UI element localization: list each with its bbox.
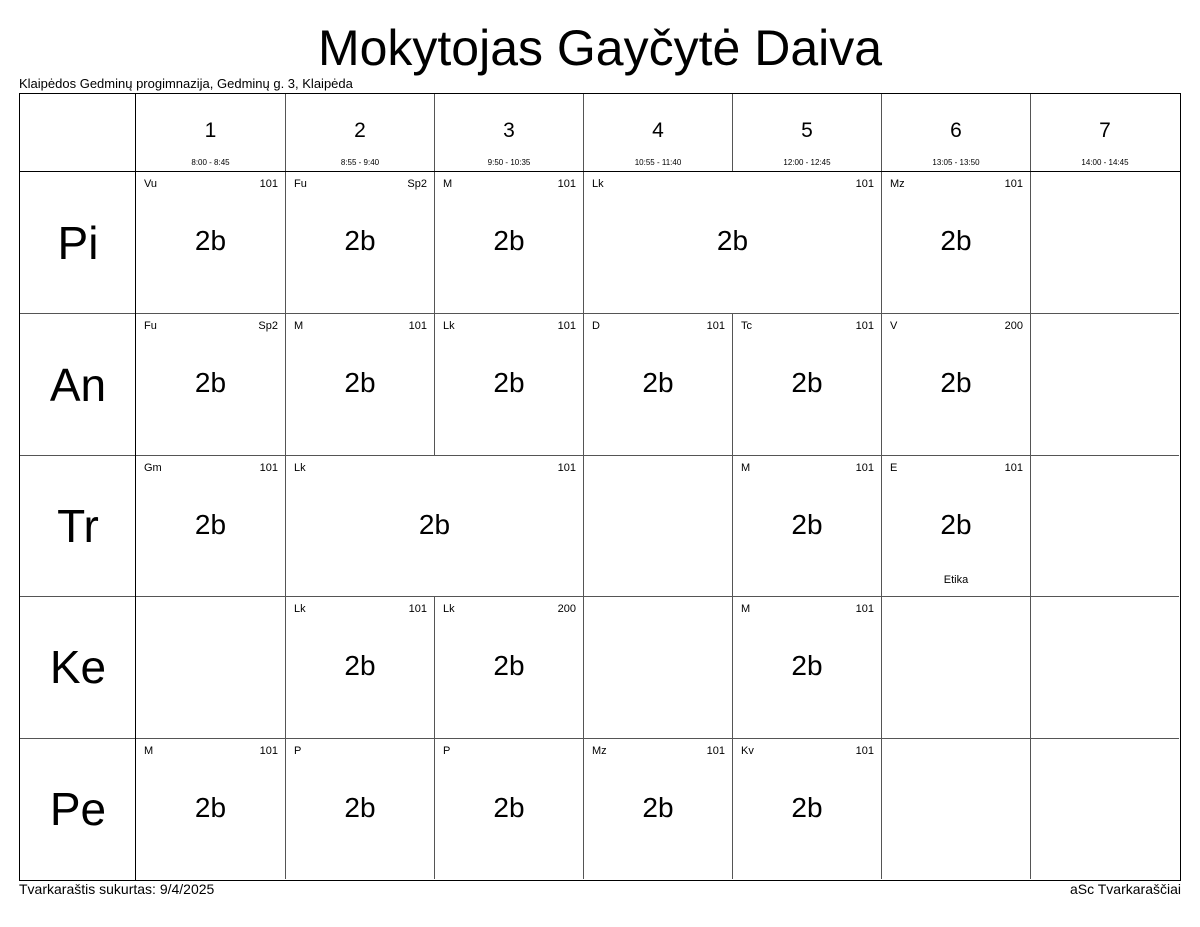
lesson-cell xyxy=(732,455,881,596)
lesson-class: 2b xyxy=(493,791,525,823)
lesson-class: 2b xyxy=(493,650,525,682)
period-time: 9:50 - 10:35 xyxy=(487,158,531,167)
period-time: 10:55 - 11:40 xyxy=(634,158,682,167)
lesson-cell xyxy=(732,313,881,454)
lesson-subject: M xyxy=(741,603,751,616)
lesson-subject: M xyxy=(144,744,154,757)
lesson-cell xyxy=(881,313,1030,454)
period-header-2 xyxy=(285,94,434,172)
lesson-class: 2b xyxy=(194,508,227,540)
lesson-cell xyxy=(583,172,881,313)
lesson-room: 101 xyxy=(706,320,725,333)
lesson-cell xyxy=(136,313,285,454)
lesson-cell xyxy=(136,455,285,596)
period-time: 14:00 - 14:45 xyxy=(1081,158,1129,167)
period-time: 8:55 - 9:40 xyxy=(340,158,380,167)
period-header-7 xyxy=(1030,94,1179,172)
empty-cell xyxy=(1030,313,1179,454)
empty-cell xyxy=(1030,738,1179,879)
lesson-cell xyxy=(732,738,881,879)
header-row-divider xyxy=(20,171,1180,172)
lesson-room: 101 xyxy=(259,178,278,190)
period-time: 12:00 - 12:45 xyxy=(783,158,831,167)
lesson-room: 101 xyxy=(259,461,278,474)
period-header-6 xyxy=(881,94,1030,172)
lesson-subject: Fu xyxy=(144,320,157,333)
lesson-cell xyxy=(285,738,434,879)
lesson-class: 2b xyxy=(344,650,376,682)
lesson-class: 2b xyxy=(716,225,749,256)
lesson-cell xyxy=(881,172,1030,313)
lesson-room: 101 xyxy=(855,320,874,333)
empty-cell xyxy=(881,738,1030,879)
lesson-room: 101 xyxy=(855,603,874,616)
lesson-class: 2b xyxy=(493,367,525,399)
lesson-class: 2b xyxy=(344,225,376,256)
day-label: An xyxy=(20,313,136,454)
lesson-class: 2b xyxy=(791,367,823,399)
lesson-subject: Gm xyxy=(144,461,162,474)
empty-cell xyxy=(881,596,1030,737)
lesson-subject: M xyxy=(294,320,304,333)
lesson-room: 200 xyxy=(557,603,576,616)
period-number: 7 xyxy=(1099,119,1111,142)
lesson-room: 200 xyxy=(1004,320,1023,333)
lesson-cell xyxy=(583,738,732,879)
lesson-subject: Kv xyxy=(741,744,754,757)
lesson-class: 2b xyxy=(194,225,227,256)
empty-cell xyxy=(136,596,285,737)
lesson-room: 101 xyxy=(855,744,874,757)
empty-cell xyxy=(1030,172,1179,313)
lesson-class: 2b xyxy=(642,791,674,823)
lesson-room: Sp2 xyxy=(407,178,427,190)
lesson-subject: Lk xyxy=(294,461,306,474)
lesson-subject: P xyxy=(294,744,302,757)
lesson-room: 101 xyxy=(408,320,427,333)
lesson-class: 2b xyxy=(642,367,674,399)
lesson-cell xyxy=(881,455,1030,596)
empty-cell xyxy=(1030,455,1179,596)
period-header-5 xyxy=(732,94,881,172)
lesson-subject: Tc xyxy=(741,320,752,333)
school-address: Klaipėdos Gedminų progimnazija, Gedminų g. 3, Klaipėda xyxy=(19,76,353,91)
period-number: 1 xyxy=(204,119,217,142)
lesson-note: Etika xyxy=(943,573,969,586)
day-label: Pe xyxy=(20,738,136,879)
lesson-cell xyxy=(434,596,583,737)
lesson-cell xyxy=(434,313,583,454)
lesson-cell xyxy=(285,455,583,596)
lesson-room: 101 xyxy=(855,461,874,474)
lesson-cell xyxy=(434,172,583,313)
lesson-cell xyxy=(285,596,434,737)
lesson-class: 2b xyxy=(194,367,227,399)
period-header-4 xyxy=(583,94,732,172)
lesson-class: 2b xyxy=(418,508,451,540)
lesson-room: 101 xyxy=(1004,178,1023,190)
period-number: 3 xyxy=(503,119,515,142)
period-number: 5 xyxy=(801,119,813,142)
page-title: Mokytojas Gayčytė Daiva xyxy=(317,20,883,76)
lesson-room: 101 xyxy=(855,178,874,190)
period-number: 6 xyxy=(950,119,962,142)
lesson-subject: Lk xyxy=(443,320,455,333)
lesson-subject: D xyxy=(592,320,600,333)
timetable-grid xyxy=(19,93,1181,881)
day-label: Pi xyxy=(57,216,99,269)
lesson-class: 2b xyxy=(940,367,972,399)
lesson-room: 101 xyxy=(259,744,278,757)
lesson-subject: Mz xyxy=(592,744,607,757)
lesson-subject: Lk xyxy=(443,603,455,616)
lesson-subject: Fu xyxy=(294,178,307,190)
lesson-subject: M xyxy=(741,461,751,474)
lesson-class: 2b xyxy=(493,225,525,256)
lesson-class: 2b xyxy=(940,225,972,256)
day-label: Tr xyxy=(20,455,136,596)
day-column-divider xyxy=(135,94,136,880)
lesson-subject: M xyxy=(443,178,453,190)
lesson-room: 101 xyxy=(408,603,427,616)
created-date: Tvarkaraštis sukurtas: 9/4/2025 xyxy=(19,881,215,897)
lesson-cell xyxy=(285,313,434,454)
lesson-subject: Vu xyxy=(144,178,158,190)
lesson-room: 101 xyxy=(557,178,576,190)
lesson-cell xyxy=(583,313,732,454)
lesson-room: 101 xyxy=(557,461,576,474)
period-time: 8:00 - 8:45 xyxy=(191,158,230,167)
lesson-subject: P xyxy=(443,744,451,757)
period-header-3 xyxy=(434,94,583,172)
period-number: 4 xyxy=(652,119,664,142)
lesson-cell xyxy=(434,738,583,879)
lesson-class: 2b xyxy=(344,791,376,823)
empty-cell xyxy=(1030,596,1179,737)
period-header-1 xyxy=(136,94,285,172)
lesson-cell xyxy=(285,172,434,313)
lesson-subject: Mz xyxy=(890,178,905,190)
software-credit: aSc Tvarkaraščiai xyxy=(1069,881,1181,897)
lesson-cell xyxy=(136,172,285,313)
lesson-class: 2b xyxy=(791,791,823,823)
period-number: 2 xyxy=(354,119,366,142)
lesson-cell xyxy=(136,738,285,879)
lesson-room: 101 xyxy=(557,320,576,333)
day-label: Ke xyxy=(20,596,136,737)
lesson-class: 2b xyxy=(791,650,823,682)
lesson-subject: E xyxy=(890,461,898,474)
empty-cell xyxy=(583,455,732,596)
lesson-room: Sp2 xyxy=(258,320,278,333)
lesson-class: 2b xyxy=(940,508,972,540)
lesson-room: 101 xyxy=(706,744,725,757)
empty-cell xyxy=(583,596,732,737)
lesson-room: 101 xyxy=(1004,461,1023,474)
lesson-class: 2b xyxy=(791,508,823,540)
lesson-subject: Lk xyxy=(592,178,604,190)
period-time: 13:05 - 13:50 xyxy=(932,158,980,167)
lesson-cell xyxy=(732,596,881,737)
lesson-subject: V xyxy=(890,320,898,333)
corner-cell xyxy=(20,94,136,172)
lesson-subject: Lk xyxy=(294,603,306,616)
lesson-class: 2b xyxy=(194,791,227,823)
lesson-class: 2b xyxy=(344,367,376,399)
